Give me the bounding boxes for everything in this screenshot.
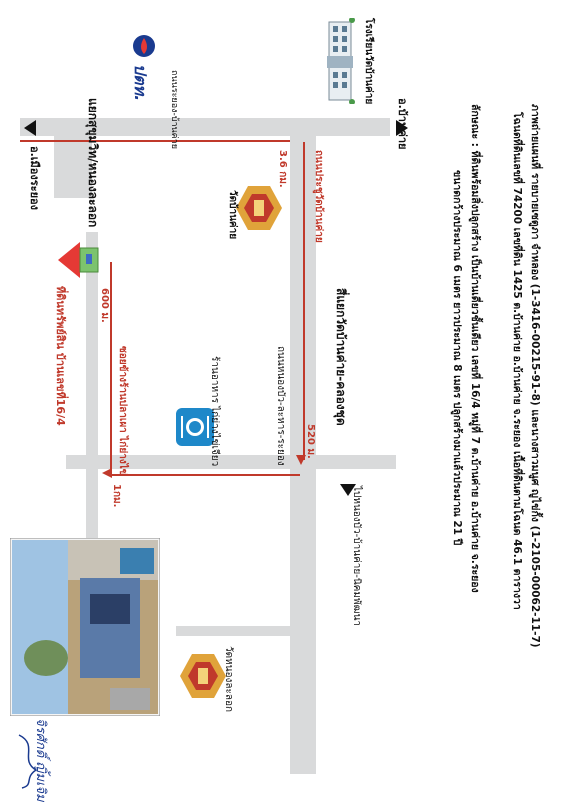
road-lower-horizontal: [176, 626, 294, 636]
temple-nongbua-label: วัดหนองละลอก: [223, 646, 234, 713]
dist-600-label: 600 ม.: [99, 288, 110, 323]
property-label: ที่ดินทรัพย์สิน บ้านเลขที่16/4: [54, 286, 67, 426]
dist-1km-label: 1กม.: [111, 484, 122, 508]
dist-36-label: 3.6 กม.: [277, 150, 288, 188]
temple-bankhai-label: วัดบ้านค่าย: [227, 190, 238, 240]
route-bankhai: [303, 142, 305, 460]
road-soi-vertical: [86, 232, 98, 572]
header-line2: โฉนดที่ดินเลขที่ 74200 เลขที่ดิน 1425 ต.บ้านค่าย อ.บ้านค่าย จ.ระยอง เนื้อที่ดินตามโฉนด 46.1 ตารางวา: [511, 112, 523, 610]
temple-road-label: ถนนประชูวัดบ้านค่าย: [313, 150, 324, 243]
temple-icon-bankhai: [236, 180, 282, 236]
to-nongbua-label: ไปหนองบัว-บ้านค่าย-นิคมพัฒนา: [351, 486, 362, 627]
nongbua-road-label: ถนนหนองบัว-ละหาร-ระยอง: [275, 346, 286, 466]
ptt-logo: [132, 34, 156, 58]
photo: [10, 538, 160, 716]
to-rayong-label: อ.เมืองระยอง: [28, 146, 41, 211]
junction-label: สี่แยกวัดบ้านค่าย-คลองชุด: [334, 288, 348, 426]
header-line3: ลักษณะ : ที่ดินพร้อมสิ่งปลูกสร้าง เป็นบ้านเดี่ยวชั้นเดียว เลขที่ 16/4 หมู่ที่ 7 ต.บ้านค่าย อ.บ้านค่าย จ.ระยอง: [469, 104, 481, 593]
house-icon: [58, 240, 100, 280]
route-main: [20, 140, 290, 142]
header-line1: ภาพถ่ายแผนที่ รายบายเซตูภา จำหลอง (1-3416-00215-91-8) และนางสาวมนูศ ญูไข่กั้ง (1-2105-00062-11-7): [529, 104, 541, 648]
soi-label: ซอยข้างร้านปลาเผา ไก่ย่างไข่: [117, 346, 128, 476]
school-label: โรงเรียนวัดบ้านค่าย: [363, 18, 374, 105]
signature-mark: [14, 730, 44, 790]
route-nongbua: [110, 474, 300, 476]
signature: จิรศักดิ์ ญิ้มเจิม: [33, 718, 48, 802]
main-road-label: ถนนระยอง-บ้านค่าย: [169, 70, 179, 150]
dist-520-label: 520 ม.: [305, 424, 316, 459]
arrow-icon-left: [24, 120, 36, 136]
header-line4: ขนาดกว้างประมาณ 6 เมตร ยาวประมาณ 8 เมตร ปลูกสร้างมาแล้วประมาณ 21 ปี: [451, 170, 463, 546]
to-bankhai-label: อ.บ้านค่าย: [396, 98, 409, 150]
restaurant-label: ร้านอาหาร ไก่ย่างไข่เจียว: [209, 356, 220, 467]
school-icon: [325, 18, 355, 104]
arrow-icon-route-left: [102, 468, 112, 478]
temple-icon-nongbua: [180, 648, 226, 704]
intersection-label: แยกสุขุมวิท/หนองละลอก: [86, 98, 100, 228]
brand-label: ปตท.: [131, 64, 150, 102]
